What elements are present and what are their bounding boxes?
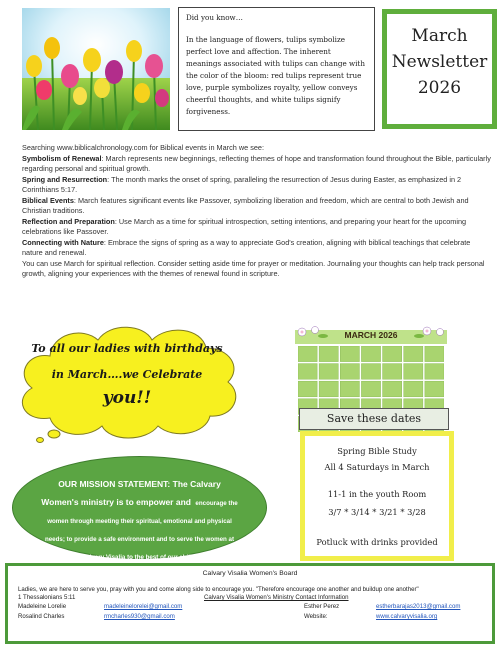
save-these-dates: Save these dates	[299, 408, 449, 430]
did-you-know-box	[178, 7, 375, 131]
calendar-day-cell	[340, 381, 359, 397]
calendar-day-cell	[383, 364, 402, 380]
calendar-day-cell	[298, 364, 317, 380]
calendar-day-cell	[319, 364, 338, 380]
intro-item	[22, 238, 492, 259]
womens-board	[5, 563, 495, 644]
mission-lead: OUR MISSION STATEMENT: The Calvary Women's ministry is to empower and	[41, 479, 221, 507]
contact-row	[18, 613, 488, 623]
intro-item-label: Reflection and Preparation	[22, 216, 115, 226]
calendar-title: MARCH 2026	[344, 330, 398, 340]
intro-closing: You can use March for spiritual reflection. Consider setting aside time for prayer or meditation. Journaling your thoughts can help track personal growth, aligning your experiences with the themes of renewal found in scripture.	[22, 258, 485, 278]
contact-email-link[interactable]: estherbarajas2013@gmail.com	[376, 603, 461, 610]
website-label: Website:	[304, 613, 328, 620]
calendar-day-cell	[298, 381, 317, 397]
birthday-message	[10, 318, 244, 443]
title-year: 2026	[417, 78, 462, 98]
event-note: Potluck with drinks provided	[316, 537, 438, 547]
calendar-day-cell	[404, 364, 423, 380]
calendar-day-cell	[425, 364, 444, 380]
board-message: Ladies, we are here to serve you, pray with you and come along side to encourage you. "Therefore encourage one another and buildup one another"	[18, 586, 419, 593]
intro-item	[22, 196, 492, 217]
calendar-day-cell	[425, 381, 444, 397]
intro-section	[22, 143, 492, 280]
contact-row	[18, 603, 488, 613]
website-link[interactable]: www.calvaryvisalia.org	[376, 613, 438, 620]
event-when: All 4 Saturdays in March	[324, 462, 430, 472]
intro-lead: Searching www.biblicalchronology.com for Biblical events in March we see:	[22, 143, 264, 152]
calendar-day-cell	[404, 346, 423, 362]
calendar-day-cell	[383, 346, 402, 362]
board-title: Calvary Visalia Women's Board	[202, 570, 298, 577]
title-month: March	[411, 26, 468, 46]
intro-item-label: Symbolism of Renewal	[22, 153, 102, 163]
calendar-day-cell	[361, 346, 380, 362]
calendar-day-cell	[383, 381, 402, 397]
contact-name: Esther Perez	[304, 603, 340, 610]
intro-item-label: Biblical Events	[22, 195, 74, 205]
intro-item-text: : March features significant events like Passover, symbolizing liberation and freedom, which are central to both Jewish and Christian traditions.	[22, 195, 469, 215]
intro-item	[22, 217, 492, 238]
intro-item	[22, 175, 492, 196]
event-box	[300, 431, 454, 561]
event-time-place: 11-1 in the youth Room	[327, 489, 427, 499]
calendar-day-cell	[340, 346, 359, 362]
contact-name: Rosalind Charles	[18, 613, 65, 620]
birthday-line-1: To all our ladies with birthdays	[31, 342, 223, 355]
board-verse: 1 Thessalonians 5:11	[18, 594, 76, 601]
intro-item-text: : Use March as a time for spiritual introspection, setting intentions, and preparing your heart for the upcoming celebrations like Passover.	[22, 216, 467, 236]
intro-item-label: Spring and Resurrection	[22, 174, 108, 184]
calendar-day-cell	[361, 364, 380, 380]
calendar-day-cell	[425, 346, 444, 362]
birthday-line-2: in March….we Celebrate	[51, 368, 203, 381]
intro-item-text: : Embrace the signs of spring as a way to appreciate God's creation, aligning with biblical teachings that celebrate nature and renewal.	[22, 237, 471, 257]
calendar-day-cell	[319, 381, 338, 397]
did-you-know-text: In the language of flowers, tulips symbolize perfect love and affection. The inherent meanings associated with tulips can change with the color of the bloom: red tulips represent true love, purple symbolizes royalty, yellow conveys cheerful thoughts, and white tulips signify forgiveness.	[186, 35, 365, 116]
calendar-day-cell	[298, 346, 317, 362]
birthday-line-3: you!!	[102, 388, 152, 408]
march-calendar	[295, 326, 447, 404]
intro-item-text: : The month marks the onset of spring, paralleling the resurrection of Jesus during Easter, as emphasized in 2 Corinthians 5:17.	[22, 174, 462, 194]
event-dates: 3/7 * 3/14 * 3/21 * 3/28	[328, 507, 426, 517]
mission-statement	[12, 456, 267, 559]
intro-item	[22, 154, 492, 175]
contact-email-link[interactable]: madeleinelorelei@gmail.com	[104, 603, 183, 610]
event-name: Spring Bible Study	[337, 446, 417, 456]
contact-name: Madeleine Lorelie	[18, 603, 67, 610]
calendar-day-cell	[340, 364, 359, 380]
intro-item-label: Connecting with Nature	[22, 237, 104, 247]
did-you-know-title: Did you know…	[186, 13, 243, 22]
tulip-photo	[22, 8, 170, 130]
title-newsletter: Newsletter	[391, 52, 488, 72]
calendar-day-cell	[361, 381, 380, 397]
mission-rest: encourage the women through meeting their spiritual, emotional and physical needs; to provide a safe environment and to serve the women at Calvary Visalia to the best of our ability	[44, 500, 238, 561]
contact-email-link[interactable]: rmcharles930@gmail.com	[104, 613, 175, 620]
contact-heading: Calvary Visalia Women's Ministry Contact Information	[204, 594, 349, 601]
calendar-day-cell	[404, 381, 423, 397]
calendar-day-cell	[319, 346, 338, 362]
intro-item-text: : March represents new beginnings, reflecting themes of hope and transformation found throughout the Bible, particularly regarding personal and spiritual growth.	[22, 153, 491, 173]
newsletter-title-box	[382, 9, 497, 129]
